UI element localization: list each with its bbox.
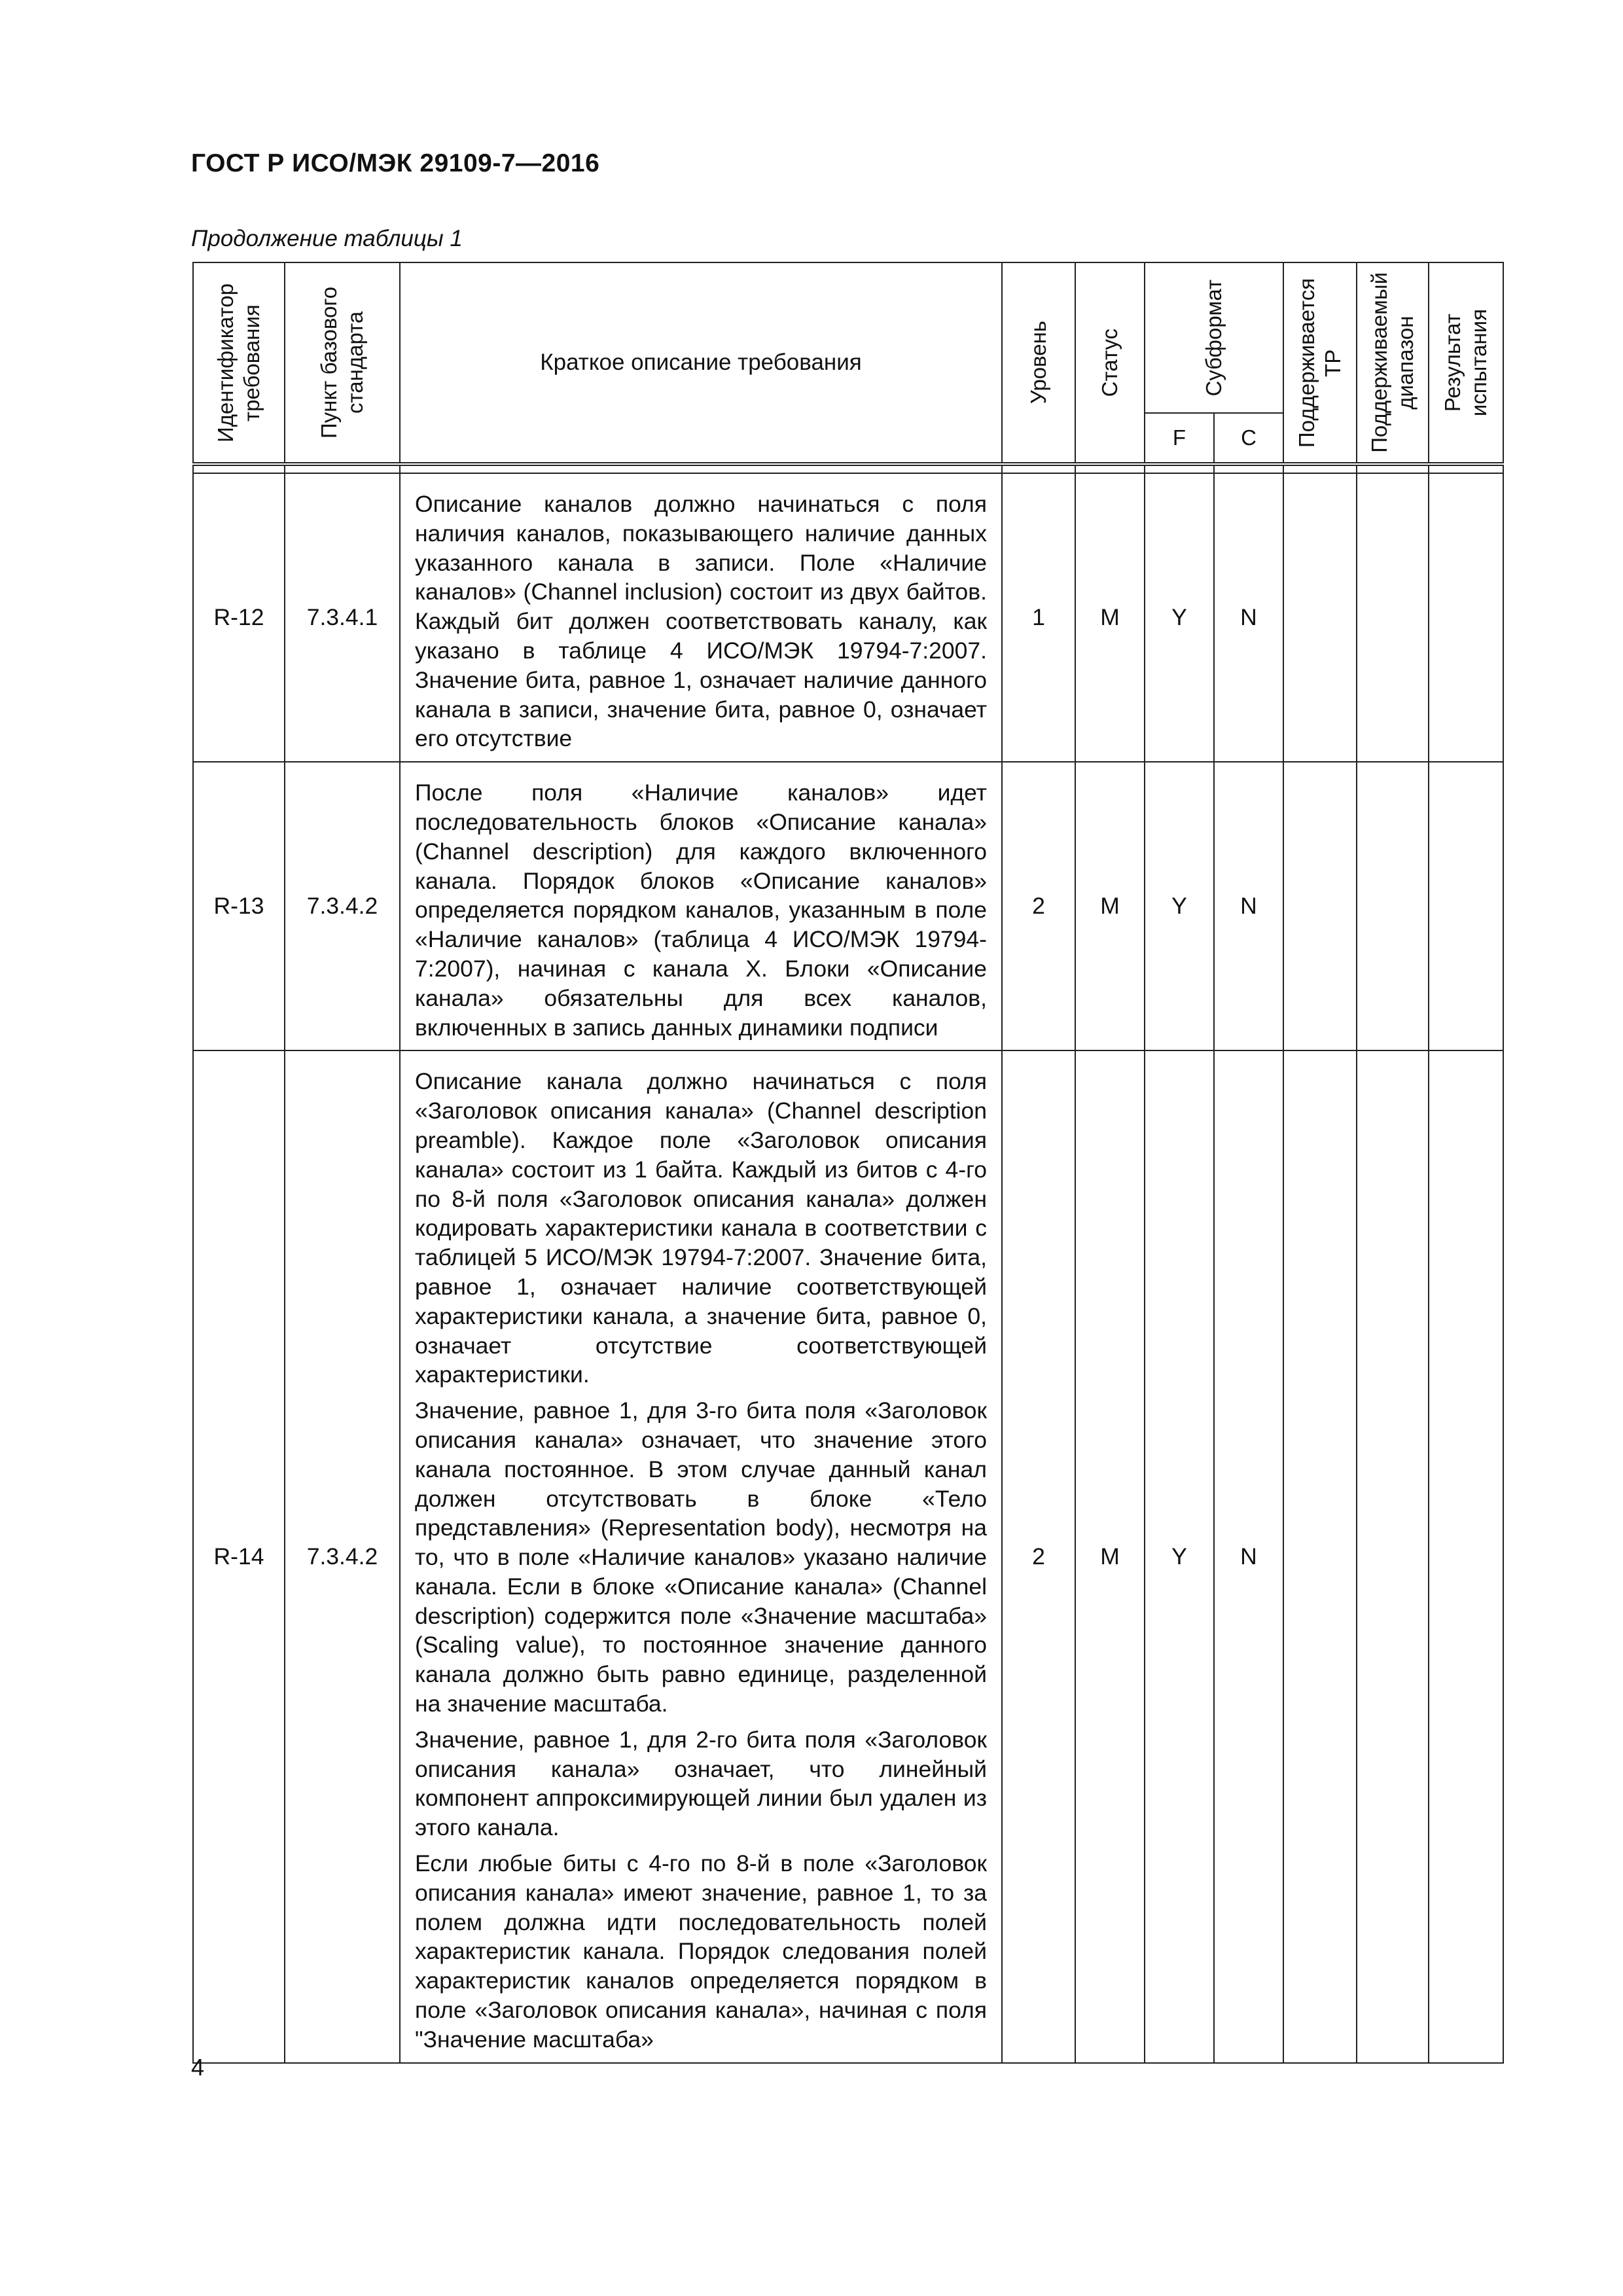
cell-subformat-c: N [1214, 473, 1283, 762]
cell-status: M [1075, 1050, 1145, 2062]
table-continuation-caption: Продолжение таблицы 1 [191, 226, 463, 251]
cell-clause: 7.3.4.1 [285, 473, 400, 762]
description-paragraph: Описание каналов должно начинаться с поля наличия каналов, показывающего наличие данных указанного канала в записи. Поле «Наличие каналов» (Channel inclusion) состоит из двух байтов. Каждый бит должен соответствовать каналу, как указано в таблице 4 ИСО/МЭК 19794-7:2007. Значение бита, равное 1, означает наличие данного канала в записи, значение бита, равное 0, означает его отсутствие [415, 491, 987, 752]
column-header-clause: Пункт базового стандарта [285, 262, 400, 464]
cell-id: R-14 [193, 1050, 285, 2062]
cell-result [1429, 762, 1503, 1050]
description-paragraph: Описание канала должно начинаться с поля «Заголовок описания канала» (Channel description preamble). Каждое поле «Заголовок описания канала» состоит из 1 байта. Каждый из битов с 4-го по 8-й поля «Заголовок описания канала» должен кодировать характеристики канала в соответствии с таблицей 5 ИСО/МЭК 19794-7:2007. Значение бита, равное 1, означает наличие соответствующей характеристики канала, а значение бита, равное 0, означает отсутствие соответствующей характеристики. [415, 1068, 987, 1388]
table-header [193, 262, 1503, 464]
page-number: 4 [191, 2054, 205, 2081]
table-row [193, 1050, 1503, 2062]
cell-subformat-c: N [1214, 1050, 1283, 2062]
cell-status: M [1075, 762, 1145, 1050]
cell-range [1357, 762, 1429, 1050]
cell-range [1357, 1050, 1429, 2062]
column-header-subformat-c: C [1214, 413, 1283, 464]
cell-result [1429, 1050, 1503, 2062]
cell-level: 2 [1002, 1050, 1075, 2062]
cell-clause: 7.3.4.2 [285, 762, 400, 1050]
table-body [193, 464, 1503, 2063]
cell-result [1429, 473, 1503, 762]
cell-description [400, 762, 1002, 1050]
column-header-range: Поддерживаемый диапазон [1357, 262, 1429, 464]
cell-range [1357, 473, 1429, 762]
cell-id: R-13 [193, 762, 285, 1050]
column-header-id: Идентификатор требования [193, 262, 285, 464]
cell-clause: 7.3.4.2 [285, 1050, 400, 2062]
cell-subformat-f: Y [1145, 1050, 1214, 2062]
column-header-subformat-f: F [1145, 413, 1214, 464]
cell-subformat-f: Y [1145, 762, 1214, 1050]
table-row [193, 473, 1503, 762]
cell-supported [1283, 762, 1357, 1050]
cell-level: 2 [1002, 762, 1075, 1050]
column-header-description: Краткое описание требования [400, 262, 1002, 464]
column-header-status: Статус [1075, 262, 1145, 464]
cell-subformat-c: N [1214, 762, 1283, 1050]
header-separator [193, 464, 1503, 473]
cell-subformat-f: Y [1145, 473, 1214, 762]
cell-id: R-12 [193, 473, 285, 762]
requirements-table [192, 262, 1504, 2064]
document-title: ГОСТ Р ИСО/МЭК 29109-7—2016 [191, 149, 600, 177]
cell-supported [1283, 473, 1357, 762]
column-header-level: Уровень [1002, 262, 1075, 464]
cell-level: 1 [1002, 473, 1075, 762]
column-header-subformat: Субформат [1145, 262, 1283, 413]
table-row [193, 762, 1503, 1050]
description-paragraph: Значение, равное 1, для 3-го бита поля «Заголовок описания канала» означает, что значение этого канала постоянное. В этом случае данный канал должен отсутствовать в блоке «Тело представления» (Representation body), несмотря на то, что в поле «Наличие каналов» указано наличие канала. Если в блоке «Описание канала» (Channel description) содержится поле «Значение масштаба» (Scaling value), то постоянное значение данного канала должно быть равно единице, разделенной на значение масштаба. [415, 1397, 987, 1717]
column-header-supported: Поддерживается ТР [1283, 262, 1357, 464]
cell-description [400, 1050, 1002, 2062]
description-paragraph: Если любые биты с 4-го по 8-й в поле «Заголовок описания канала» имеют значение, равное 1, то за полем должна идти последовательность полей характеристик канала. Порядок следования полей характеристик каналов определяется порядком в поле «Заголовок описания канала», начиная с поля "Значение масштаба» [415, 1850, 987, 2053]
cell-description [400, 473, 1002, 762]
cell-status: M [1075, 473, 1145, 762]
description-paragraph: Значение, равное 1, для 2-го бита поля «Заголовок описания канала» означает, что линейный компонент аппроксимирующей линии был удален из этого канала. [415, 1726, 987, 1841]
column-header-result: Результат испытания [1429, 262, 1503, 464]
description-paragraph: После поля «Наличие каналов» идет последовательность блоков «Описание канала» (Channel description) для каждого включенного канала. Порядок блоков «Описание каналов» определяется порядком каналов, указанным в поле «Наличие каналов» (таблица 4 ИСО/МЭК 19794-7:2007), начиная с канала X. Блоки «Описание канала» обязательны для всех каналов, включенных в запись данных динамики подписи [415, 780, 987, 1041]
cell-supported [1283, 1050, 1357, 2062]
